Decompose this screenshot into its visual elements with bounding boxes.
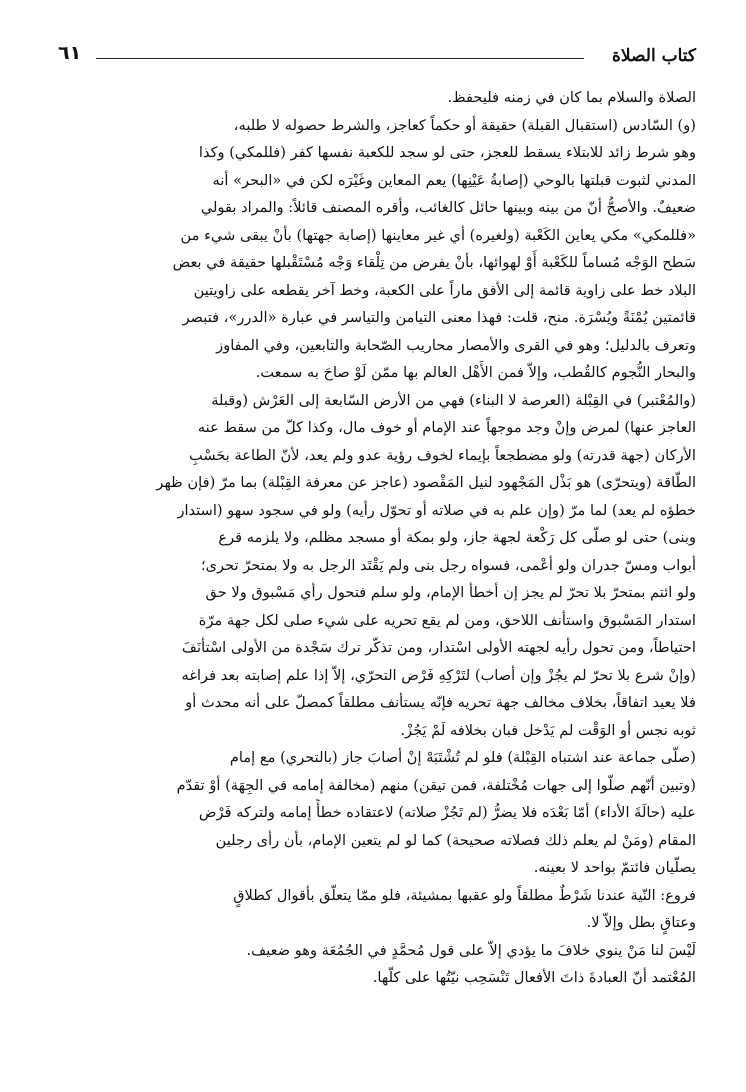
text-line: «فللمكي» مكي يعاين الكَعْبة (ولغيره) أي غير معاينها (إصابة جهتها) بأنْ يبقى شيء من [180,226,696,244]
text-line: (وإنْ شرع بلا تحرّ لم يجُزْ وإن أصاب) لتَرْكِهِ فَرْض التحرّي، إلاّ إذا علم إصابته بعد فراغه [181,666,696,684]
text-line: استدار المَسْبوق واستأنف اللاحق، ومن لم يقع تحريه على شيء صلى لكل جهة مرّة [198,611,696,629]
text-line: فلا يعيد اتفاقاً، بخلاف مخالف جهة تحريه فإنّه يستأنف مطلقاً كمصلّ على أنه محدث أو [185,694,696,711]
text-line: المُعْتمد أنّ العبادةَ ذاتَ الأفعال تَنْسَحِب نيّتُها على كلّها. [372,969,696,986]
text-line: (و) السّادس (استقبال القبلة) حقيقة أو حكماً كعاجز، والشرط حصوله لا طلبه، [233,116,696,134]
text-line: ثوبه نجس أو الوَقْت لم يَدْخل فبان بخلافه لَمْ يَجُزْ. [400,721,696,739]
page-number: ٦١ [58,42,82,64]
page-header [58,40,696,70]
text-line: الطّاقة (ويتحرّى) هو بَذْل المَجْهود لنيل المَقْصود (عاجز عن معرفة القِبْلة) بما مرّ (فإن ظهر [156,474,696,491]
text-line: (والمُعْتبر) في القِبْلة (العرصة لا البناء) فهي من الأرض السّابعة إلى العَرْش (وقبلة [211,391,696,409]
text-line: احتياطاً، ومن تحول رأيه لجهته الأولى اسْتدار، ومن تذكّر ترك سَجْدة من الأولى اسْتأنَفَ [181,639,696,656]
text-line: والبحار النُّجوم كالقُطب، وإلاّ فمن الأَهْل العالم بها ممّن لَوْ صاحَ به سمعت. [255,364,696,381]
book-title: كتاب الصلاة [611,46,696,66]
text-line: المقام (ومَنْ لم يعلم ذلك فصلاته صحيحة) كما لو لم يتعين الإمام، بأن رأى رجلين [215,831,696,849]
text-line: أبواب ومسّ جدران ولو أعْمى، فسواه رجل بنى ولم يَقْتَد الرجل به ولا بمتحرّ تحرى؛ [200,556,696,574]
body-text [56,84,696,992]
text-line: خطؤه لم يعد) لما مرّ (وإن علم به في صلاته أو تحوّل رأيه) ولو في سجود سهو (استدار [177,501,696,519]
text-line: العاجز عنها) لمرض وإنْ وجد موجهاً عند الإمام أو خوف مال، وكذا كلّ من سقط عنه [197,419,696,436]
text-line: يصلّيان فائتمّ بواحد لا بعينه. [533,859,696,876]
text-line: قائمتين يُمْنَةً ويُسْرَة. منح، قلت: فهذا معنى التيامن والتياسر في عبارة «الدرر»، فتبصر [182,309,696,326]
text-line: وعتاقٍ بطل وإلاّ لا. [586,914,696,931]
text-line: الصلاة والسلام بما كان في زمنه فليحفظ. [447,89,696,106]
text-line: وبنى) حتى لو صلّى كل رَكْعة لجهة جاز، ولو بمكة أو مسجد مظلم، ولا يلزمه قرع [218,529,696,546]
text-line: فروع: النّية عندنا شَرْطٌ مطلقاً ولو عقبها بمشيئة، فلو ممّا يتعلّق بأقوال كطلاقٍ [233,886,696,904]
text-line: وتعرف بالدليل؛ وهو في القرى والأمصار محاريب الصّحابة والتابعين، وفي المفاوز [216,336,696,354]
text-line: لَيْسَ لنا مَنْ ينوي خلافَ ما يؤدي إلاّ على قول مُحمَّدٍ في الجُمُعَة وهو ضعيف. [246,941,696,959]
text-line: سَطح الوَجْه مُساماً للكَعْبة أَوْ لهوائها، بأنْ يفرض من تِلْقاء وَجْه مُسْتَقْبلها حقيقة في بعض [172,254,696,271]
text-line: عليه (حالَةَ الأداء) أمّا بَعْدَه فلا يضرُّ (لم تَجُزْ صلاته) لاعتقاده خطأً إمامه ولتركه فَرْض [198,804,696,821]
text-line: المدني لثبوت قبلتها بالوحي (إصابةُ عَيْنِها) يعم المعاين وغَيْرَه لكن في «البحر» أنه [212,171,696,189]
text-line: البلاد خط على زاوية قائمة إلى الأفق ماراً على الكعبة، وخط آخر يقطعه على زاويتين [193,281,696,299]
text-line: ضعيفٌ. والأصحُّ أنّ من بينه وبينها حائل كالغائب، وأقره المصنف قائلاً: والمراد بقولي [200,199,696,216]
text-line: (وتبين أنّهم صلّوا إلى جهات مُخْتلفة، فمن تيقن) منهم (مخالفة إمامه في الجِهَة) أوْ تقدّم [176,776,696,794]
header-rule [96,58,584,59]
text-line: وهو شرط زائد للابتلاء يسقط للعجز، حتى لو سجد للكعبة نفسها كفر (فللمكي) وكذا [198,144,696,161]
text-line: ولو ائتم بمتحرّ بلا تحرّ لم يجز إن أخطأ الإمام، ولو سلم فتحول رأي مَسْبوق ولا حق [205,584,696,601]
text-line: (صلّى جماعة عند اشتباه القِبْلة) فلو لم تُشْتَبَهْ إنْ أصابَ جاز (بالتحري) مع إمام [229,749,696,766]
text-line: الأركان (جهة قدرته) ولو مضطجعاً بإيماء لخوف رؤية عدو ولم يعد، لأنّ الطاعة بحَسْبِ [188,446,696,464]
